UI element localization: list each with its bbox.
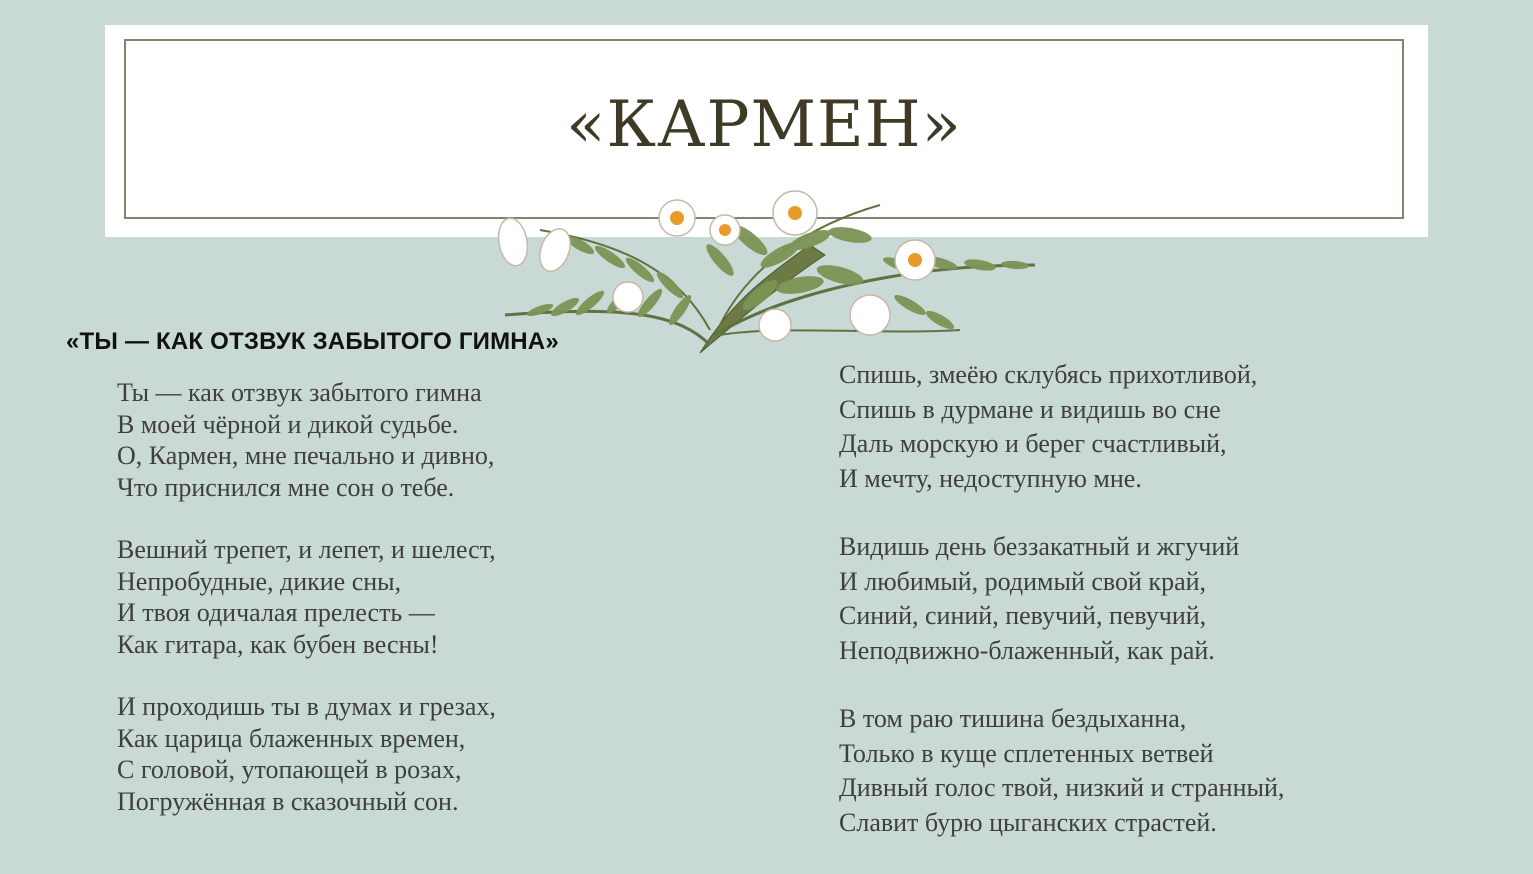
poem-line: Ты — как отзвук забытого гимна [117,378,482,407]
stanza [117,691,496,817]
poem-line: Погружённая в сказочный сон. [117,786,459,816]
poem-line: Видишь день беззакатный и жгучий [839,532,1240,561]
poem-line: И мечту, недоступную мне. [839,463,1142,493]
poem-subtitle: «ТЫ — КАК ОТЗВУК ЗАБЫТОГО ГИМНА» [66,328,559,355]
poem-line: Как гитара, как бубен весны! [117,629,439,659]
poem-line: Спишь, змеёю склубясь прихотливой, [839,360,1258,389]
poem-line: Спишь в дурмане и видишь во сне [839,394,1221,424]
poem-line: Синий, синий, певучий, певучий, [839,601,1207,630]
poem-line: Славит бурю цыганских страстей. [839,807,1217,837]
poem-line: Как царица блаженных времен, [117,723,466,753]
poem-line: Даль морскую и берег счастливый, [839,429,1227,458]
slide-title: «КАРМЕН» [566,88,962,162]
poem-line: И твоя одичалая прелесть — [117,598,435,627]
poem-line: О, Кармен, мне печально и дивно, [117,441,495,470]
stanza [839,702,1284,840]
poem-line: Дивный голос твой, низкий и странный, [839,773,1285,802]
poem-line: И проходишь ты в думах и грезах, [117,692,496,721]
poem-line: В том раю тишина бездыханна, [839,704,1187,733]
poem-line: Только в куще сплетенных ветвей [839,738,1214,768]
poem-right-column [839,358,1284,874]
stanza [117,377,496,503]
poem-line: Что приснился мне сон о тебе. [117,472,455,502]
stanza [117,534,496,660]
poem-line: Неподвижно-блаженный, как рай. [839,635,1215,665]
stanza [839,358,1284,496]
stanza [839,530,1284,668]
poem-line: Непробудные, дикие сны, [117,566,402,596]
fern-flowers-decoration [480,185,1040,360]
poem-line: Вешний трепет, и лепет, и шелест, [117,535,496,564]
poem-line: С головой, утопающей в розах, [117,755,462,784]
poem-left-column [117,377,496,848]
poem-line: В моей чёрной и дикой судьбе. [117,409,459,439]
poem-line: И любимый, родимый свой край, [839,566,1207,596]
